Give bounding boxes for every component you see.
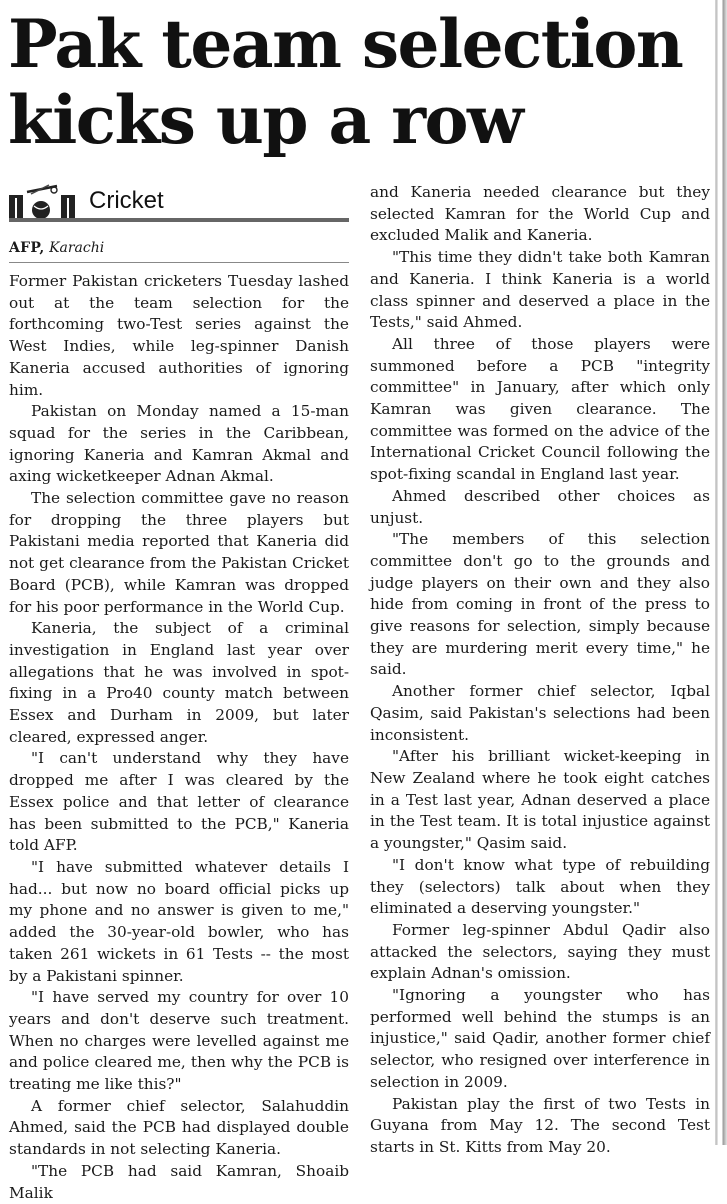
headline xyxy=(8,6,708,158)
article-column-left xyxy=(9,271,349,1204)
section-rule xyxy=(9,218,349,222)
paragraph: and Kaneria needed clearance but they selected Kamran for the World Cup and excluded Malik and Kaneria. xyxy=(370,183,710,245)
byline-city: Karachi xyxy=(49,240,105,256)
byline-rule xyxy=(9,262,349,263)
paragraph: "The PCB had said Kamran, Shoaib Malik xyxy=(9,1161,349,1202)
paragraph: The selection committee gave no reason for dropping the three players but Pakistani media reported that Kaneria did not get clearance from the Pakistan Cricket Board (PCB), while Kamran was dropped for his poor performance in the World Cup. xyxy=(9,489,349,616)
paragraph: A former chief selector, Salahuddin Ahmed, said the PCB had displayed double standards in not selecting Kaneria. xyxy=(9,1096,349,1159)
byline-agency: AFP, xyxy=(9,240,45,256)
cricket-stumps-icon xyxy=(9,184,79,220)
paragraph: "I don't know what type of rebuilding they (selectors) talk about when they eliminated a deserving youngster." xyxy=(370,855,710,918)
paragraph: All three of those players were summoned before a PCB "integrity committee" in January, after which only Kamran was given clearance. The committee was formed on the advice of the International Cricket Council following the spot-fixing scandal in England last year. xyxy=(370,334,710,484)
headline-line-1: Pak team selection xyxy=(8,5,683,83)
paragraph: Ahmed described other choices as unjust. xyxy=(370,486,710,527)
paragraph: Pakistan play the first of two Tests in Guyana from May 12. The second Test starts in St. Kitts from May 20. xyxy=(370,1094,710,1156)
paragraph: "I have submitted whatever details I had... but now no board official picks up my phone and no answer is given to me," added the 30-year-old bowler, who has taken 261 wickets in 61 Tests -- the most by a Pakistani spinner. xyxy=(9,857,349,985)
section-label: Cricket xyxy=(89,187,164,214)
paragraph: "This time they didn't take both Kamran and Kaneria. I think Kaneria is a world class spinner and deserved a place in the Tests," said Ahmed. xyxy=(370,248,710,332)
page-edge-rule xyxy=(715,0,727,1145)
paragraph: Former leg-spinner Abdul Qadir also attacked the selectors, saying they must explain Adnan's omission. xyxy=(370,920,710,983)
paragraph: Kaneria, the subject of a criminal investigation in England last year over allegations that he was involved in spot-fixing in a Pro40 county match between Essex and Durham in 2009, but later cleared, expressed anger. xyxy=(9,619,349,746)
headline-line-2: kicks up a row xyxy=(8,81,523,159)
paragraph: "I have served my country for over 10 years and don't deserve such treatment. When no charges were levelled against me and police cleared me, then why the PCB is treating me like this?" xyxy=(9,988,349,1094)
article-column-right xyxy=(370,182,710,1159)
paragraph: Former Pakistan cricketers Tuesday lashed out at the team selection for the forthcoming two-Test series against the West Indies, while leg-spinner Danish Kaneria accused authorities of ignoring him. xyxy=(9,272,349,399)
paragraph: Pakistan on Monday named a 15-man squad for the series in the Caribbean, ignoring Kaneria and Kamran Akmal and axing wicketkeeper Adnan Akmal. xyxy=(9,402,349,486)
paragraph: "After his brilliant wicket-keeping in New Zealand where he took eight catches in a Test last year, Adnan deserved a place in the Test team. It is total injustice against a youngster," Qasim said. xyxy=(370,747,710,853)
paragraph: "The members of this selection committee don't go to the grounds and judge players on their own and they also hide from coming in front of the press to give reasons for selection, simply because they are murdering merit every time," he said. xyxy=(370,530,710,679)
paragraph: "I can't understand why they have dropped me after I was cleared by the Essex police and that letter of clearance has been submitted to the PCB," Kaneria told AFP. xyxy=(9,749,349,855)
paragraph: "Ignoring a youngster who has performed well behind the stumps is an injustice," said Qadir, another former chief selector, who resigned over interference in selection in 2009. xyxy=(370,986,710,1091)
paragraph: Another former chief selector, Iqbal Qasim, said Pakistan's selections had been inconsistent. xyxy=(370,682,710,744)
byline xyxy=(9,238,349,260)
section-header xyxy=(9,182,349,222)
